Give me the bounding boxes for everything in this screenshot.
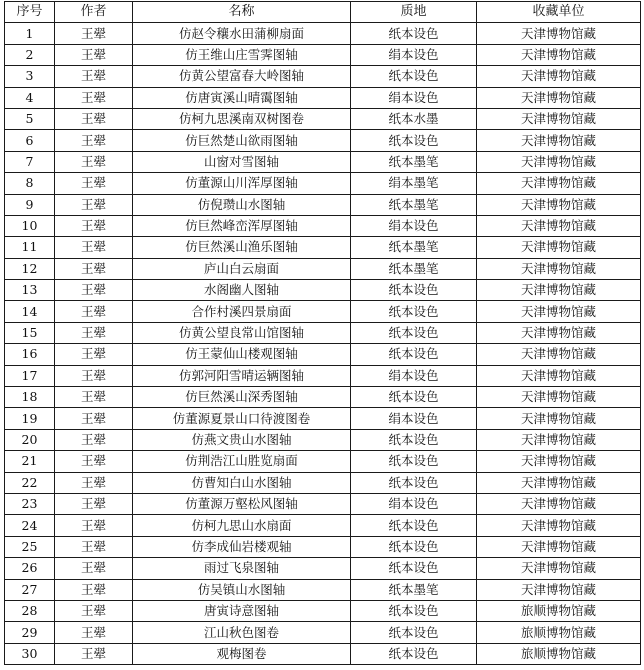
cell-title: 仿董源山川浑厚图轴 — [133, 173, 351, 194]
cell-title: 仿柯九思山水扇面 — [133, 515, 351, 536]
cell-seq: 16 — [5, 344, 55, 365]
cell-seq: 4 — [5, 87, 55, 108]
cell-material: 绢本墨笔 — [351, 173, 477, 194]
cell-material: 纸本设色 — [351, 451, 477, 472]
cell-material: 绢本设色 — [351, 408, 477, 429]
cell-author: 王翚 — [55, 344, 133, 365]
cell-title: 仿董源万壑松风图轴 — [133, 493, 351, 514]
cell-collection: 天津博物馆藏 — [477, 258, 641, 279]
table-row — [5, 344, 641, 365]
cell-collection: 天津博物馆藏 — [477, 493, 641, 514]
cell-material: 纸本墨笔 — [351, 579, 477, 600]
cell-collection: 天津博物馆藏 — [477, 322, 641, 343]
cell-seq: 13 — [5, 280, 55, 301]
table-row — [5, 130, 641, 151]
cell-material: 纸本设色 — [351, 280, 477, 301]
cell-author: 王翚 — [55, 493, 133, 514]
table-row — [5, 472, 641, 493]
cell-seq: 18 — [5, 387, 55, 408]
cell-author: 王翚 — [55, 151, 133, 172]
cell-seq: 3 — [5, 66, 55, 87]
cell-collection: 天津博物馆藏 — [477, 558, 641, 579]
cell-collection: 天津博物馆藏 — [477, 87, 641, 108]
cell-title: 仿巨然溪山渔乐图轴 — [133, 237, 351, 258]
cell-collection: 天津博物馆藏 — [477, 130, 641, 151]
cell-title: 唐寅诗意图轴 — [133, 600, 351, 621]
cell-material: 绢本设色 — [351, 493, 477, 514]
cell-seq: 22 — [5, 472, 55, 493]
cell-author: 王翚 — [55, 387, 133, 408]
table-row — [5, 493, 641, 514]
cell-seq: 29 — [5, 622, 55, 643]
table-row — [5, 643, 641, 664]
table-row — [5, 387, 641, 408]
cell-collection: 天津博物馆藏 — [477, 66, 641, 87]
cell-seq: 25 — [5, 536, 55, 557]
cell-seq: 27 — [5, 579, 55, 600]
cell-title: 仿曹知白山水图轴 — [133, 472, 351, 493]
cell-seq: 5 — [5, 108, 55, 129]
cell-seq: 17 — [5, 365, 55, 386]
table-row — [5, 23, 641, 44]
cell-title: 庐山白云扇面 — [133, 258, 351, 279]
cell-title: 仿吴镇山水图轴 — [133, 579, 351, 600]
cell-title: 仿赵令穰水田蒲柳扇面 — [133, 23, 351, 44]
table-row — [5, 87, 641, 108]
cell-collection: 旅顺博物馆藏 — [477, 622, 641, 643]
table-row — [5, 44, 641, 65]
table-row — [5, 536, 641, 557]
cell-title: 水阁幽人图轴 — [133, 280, 351, 301]
cell-collection: 天津博物馆藏 — [477, 173, 641, 194]
cell-author: 王翚 — [55, 215, 133, 236]
table-row — [5, 151, 641, 172]
cell-title: 仿李成仙岩楼观轴 — [133, 536, 351, 557]
cell-material: 绢本设色 — [351, 215, 477, 236]
cell-title: 仿唐寅溪山晴霭图轴 — [133, 87, 351, 108]
table-row — [5, 194, 641, 215]
cell-author: 王翚 — [55, 643, 133, 664]
cell-material: 纸本设色 — [351, 23, 477, 44]
cell-collection: 天津博物馆藏 — [477, 301, 641, 322]
cell-title: 仿黄公望富春大岭图轴 — [133, 66, 351, 87]
cell-seq: 20 — [5, 429, 55, 450]
cell-material: 纸本设色 — [351, 344, 477, 365]
cell-title: 仿倪瓒山水图轴 — [133, 194, 351, 215]
cell-collection: 旅顺博物馆藏 — [477, 600, 641, 621]
cell-title: 仿巨然溪山深秀图轴 — [133, 387, 351, 408]
cell-collection: 天津博物馆藏 — [477, 451, 641, 472]
cell-material: 绢本设色 — [351, 44, 477, 65]
cell-author: 王翚 — [55, 87, 133, 108]
cell-seq: 30 — [5, 643, 55, 664]
table-row — [5, 237, 641, 258]
cell-seq: 6 — [5, 130, 55, 151]
cell-author: 王翚 — [55, 194, 133, 215]
cell-material: 纸本设色 — [351, 558, 477, 579]
cell-material: 绢本设色 — [351, 87, 477, 108]
cell-author: 王翚 — [55, 237, 133, 258]
cell-author: 王翚 — [55, 558, 133, 579]
cell-material: 纸本设色 — [351, 429, 477, 450]
cell-author: 王翚 — [55, 280, 133, 301]
cell-collection: 天津博物馆藏 — [477, 151, 641, 172]
table-row — [5, 558, 641, 579]
table-row — [5, 301, 641, 322]
cell-material: 纸本墨笔 — [351, 237, 477, 258]
cell-author: 王翚 — [55, 429, 133, 450]
cell-collection: 天津博物馆藏 — [477, 408, 641, 429]
table-row — [5, 322, 641, 343]
cell-author: 王翚 — [55, 536, 133, 557]
cell-material: 纸本墨笔 — [351, 194, 477, 215]
cell-seq: 10 — [5, 215, 55, 236]
cell-collection: 天津博物馆藏 — [477, 387, 641, 408]
cell-seq: 1 — [5, 23, 55, 44]
cell-collection: 天津博物馆藏 — [477, 194, 641, 215]
cell-author: 王翚 — [55, 600, 133, 621]
cell-author: 王翚 — [55, 515, 133, 536]
cell-title: 江山秋色图卷 — [133, 622, 351, 643]
cell-seq: 7 — [5, 151, 55, 172]
cell-collection: 天津博物馆藏 — [477, 365, 641, 386]
header-collection: 收藏单位 — [477, 2, 641, 23]
cell-seq: 9 — [5, 194, 55, 215]
cell-seq: 11 — [5, 237, 55, 258]
table-row — [5, 622, 641, 643]
cell-collection: 天津博物馆藏 — [477, 579, 641, 600]
cell-material: 纸本水墨 — [351, 108, 477, 129]
table-row — [5, 451, 641, 472]
cell-collection: 旅顺博物馆藏 — [477, 643, 641, 664]
cell-material: 纸本设色 — [351, 66, 477, 87]
cell-collection: 天津博物馆藏 — [477, 280, 641, 301]
cell-title: 仿郭河阳雪晴运辆图轴 — [133, 365, 351, 386]
cell-collection: 天津博物馆藏 — [477, 215, 641, 236]
cell-author: 王翚 — [55, 173, 133, 194]
cell-collection: 天津博物馆藏 — [477, 429, 641, 450]
table-row — [5, 280, 641, 301]
cell-seq: 24 — [5, 515, 55, 536]
cell-title: 仿柯九思溪南双树图卷 — [133, 108, 351, 129]
cell-material: 纸本墨笔 — [351, 151, 477, 172]
cell-author: 王翚 — [55, 130, 133, 151]
cell-seq: 15 — [5, 322, 55, 343]
table-row — [5, 258, 641, 279]
cell-title: 雨过飞泉图轴 — [133, 558, 351, 579]
cell-author: 王翚 — [55, 66, 133, 87]
cell-seq: 2 — [5, 44, 55, 65]
cell-title: 仿王维山庄雪霁图轴 — [133, 44, 351, 65]
table-row — [5, 173, 641, 194]
table-body — [5, 23, 641, 665]
cell-author: 王翚 — [55, 365, 133, 386]
header-material: 质地 — [351, 2, 477, 23]
cell-collection: 天津博物馆藏 — [477, 108, 641, 129]
cell-author: 王翚 — [55, 322, 133, 343]
table-row — [5, 215, 641, 236]
cell-author: 王翚 — [55, 108, 133, 129]
cell-material: 纸本设色 — [351, 600, 477, 621]
cell-material: 纸本设色 — [351, 472, 477, 493]
cell-material: 纸本墨笔 — [351, 258, 477, 279]
cell-author: 王翚 — [55, 258, 133, 279]
cell-material: 纸本设色 — [351, 322, 477, 343]
header-title: 名称 — [133, 2, 351, 23]
cell-title: 仿黄公望良常山馆图轴 — [133, 322, 351, 343]
cell-material: 纸本设色 — [351, 536, 477, 557]
cell-seq: 14 — [5, 301, 55, 322]
cell-seq: 26 — [5, 558, 55, 579]
cell-title: 合作村溪四景扇面 — [133, 301, 351, 322]
cell-material: 纸本设色 — [351, 643, 477, 664]
cell-seq: 28 — [5, 600, 55, 621]
cell-author: 王翚 — [55, 472, 133, 493]
cell-title: 仿董源夏景山口待渡图卷 — [133, 408, 351, 429]
header-author: 作者 — [55, 2, 133, 23]
catalog-table — [4, 1, 641, 665]
cell-author: 王翚 — [55, 23, 133, 44]
cell-title: 观梅图卷 — [133, 643, 351, 664]
cell-material: 纸本设色 — [351, 301, 477, 322]
cell-title: 仿巨然楚山欲雨图轴 — [133, 130, 351, 151]
table-row — [5, 515, 641, 536]
table-header — [5, 2, 641, 23]
cell-author: 王翚 — [55, 579, 133, 600]
table-row — [5, 108, 641, 129]
cell-material: 纸本设色 — [351, 387, 477, 408]
cell-title: 仿荆浩江山胜览扇面 — [133, 451, 351, 472]
cell-seq: 12 — [5, 258, 55, 279]
cell-author: 王翚 — [55, 451, 133, 472]
cell-material: 绢本设色 — [351, 365, 477, 386]
table-row — [5, 600, 641, 621]
cell-seq: 21 — [5, 451, 55, 472]
cell-title: 仿王蒙仙山楼观图轴 — [133, 344, 351, 365]
table-row — [5, 408, 641, 429]
header-seq: 序号 — [5, 2, 55, 23]
cell-seq: 8 — [5, 173, 55, 194]
table-row — [5, 66, 641, 87]
header-row — [5, 2, 641, 23]
cell-author: 王翚 — [55, 408, 133, 429]
cell-collection: 天津博物馆藏 — [477, 344, 641, 365]
table-row — [5, 429, 641, 450]
cell-title: 山窗对雪图轴 — [133, 151, 351, 172]
cell-collection: 天津博物馆藏 — [477, 237, 641, 258]
cell-author: 王翚 — [55, 44, 133, 65]
cell-seq: 23 — [5, 493, 55, 514]
table-row — [5, 579, 641, 600]
cell-author: 王翚 — [55, 622, 133, 643]
cell-collection: 天津博物馆藏 — [477, 472, 641, 493]
table-row — [5, 365, 641, 386]
cell-collection: 天津博物馆藏 — [477, 23, 641, 44]
cell-collection: 天津博物馆藏 — [477, 536, 641, 557]
cell-collection: 天津博物馆藏 — [477, 44, 641, 65]
cell-material: 纸本设色 — [351, 130, 477, 151]
cell-material: 纸本设色 — [351, 515, 477, 536]
cell-title: 仿巨然峰峦浑厚图轴 — [133, 215, 351, 236]
cell-collection: 天津博物馆藏 — [477, 515, 641, 536]
cell-author: 王翚 — [55, 301, 133, 322]
cell-material: 纸本设色 — [351, 622, 477, 643]
cell-seq: 19 — [5, 408, 55, 429]
cell-title: 仿燕文贵山水图轴 — [133, 429, 351, 450]
